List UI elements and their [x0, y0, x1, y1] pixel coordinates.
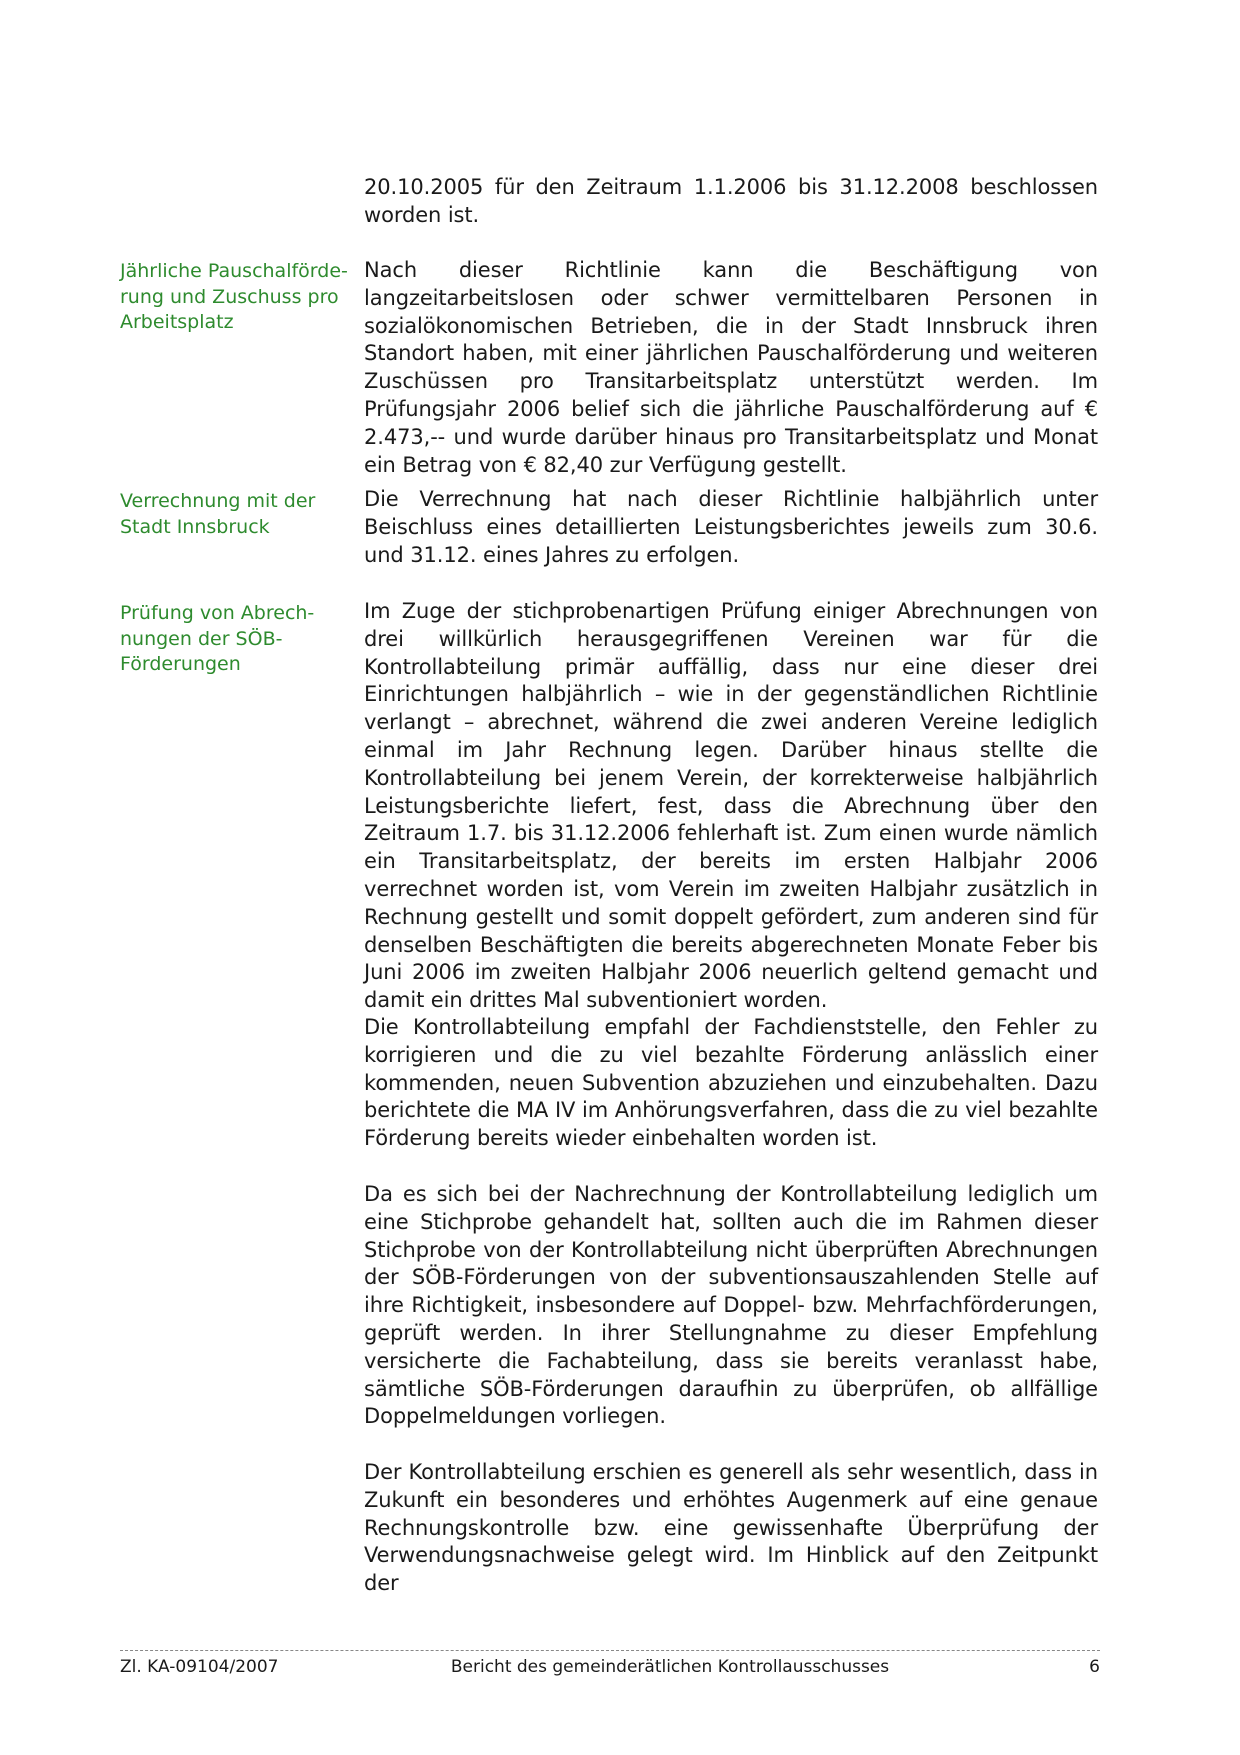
paragraph-verrechnung: Die Verrechnung hat nach dieser Richtlinie halbjährlich unter Beischluss eines detaillierten Leistungsberichtes jeweils zum 30.6. und 31.12. eines Jahres zu erfolgen. — [364, 487, 1098, 567]
footer-divider — [120, 1650, 1100, 1651]
paragraph-pauschalfoerderung: Nach dieser Richtlinie kann die Beschäftigung von langzeitarbeitslosen oder schwer vermittelbaren Personen in sozialökonomischen Betrieben, die in der Stadt Innsbruck ihren Standort haben, mit einer jährlichen Pauschalförderung und weiteren Zuschüssen pro Transitarbeitsplatz unterstützt werden. Im Prüfungsjahr 2006 belief sich die jährliche Pauschalförderung auf € 2.473,-- und wurde darüber hinaus pro Transitarbeitsplatz und Monat ein Betrag von € 82,40 zur Verfügung gestellt. — [364, 258, 1098, 477]
margin-note-verrechnung: Verrechnung mit der Stadt Innsbruck — [120, 490, 316, 538]
paragraph-stichprobe: Da es sich bei der Nachrechnung der Kontrollabteilung lediglich um eine Stichprobe gehandelt hat, sollten auch die im Rahmen dieser Stichprobe von der Kontrollabteilung nicht überprüften Abrechnungen der SÖB-Förderungen von der subventionsauszahlenden Stelle auf ihre Richtigkeit, insbesondere auf Doppel- bzw. Mehrfachförderungen, geprüft werden. In ihrer Stellungnahme zu dieser Empfehlung versicherte die Fachabteilung, dass sie bereits veranlasst habe, sämtliche SÖB-Förderungen daraufhin zu überprüfen, ob allfällige Doppelmeldungen vorliegen. — [364, 1182, 1098, 1429]
paragraph-augenmerk: Der Kontrollabteilung erschien es generell als sehr wesentlich, dass in Zukunft ein besonderes und erhöhtes Augenmerk auf eine genaue Rechnungskontrolle bzw. eine gewissenhafte Überprüfung der Verwendungsnachweise gelegt wird. Im Hinblick auf den Zeitpunkt der — [364, 1460, 1098, 1596]
page-number: 6 — [1089, 1657, 1100, 1677]
margin-note-pruefung: Prüfung von Abrech-nungen der SÖB-Förderungen — [120, 602, 315, 675]
margin-note-pauschalfoerderung: Jährliche Pauschalförde-rung und Zuschuss pro Arbeitsplatz — [120, 260, 348, 333]
paragraph-pruefung: Im Zuge der stichprobenartigen Prüfung einiger Abrechnungen von drei willkürlich herausgegriffenen Vereinen war für die Kontrollabteilung primär auffällig, dass nur eine dieser drei Einrichtungen halbjährlich – wie in der gegenständlichen Richtlinie verlangt – abrechnet, während die zwei anderen Vereine lediglich einmal im Jahr Rechnung legen. Darüber hinaus stellte die Kontrollabteilung bei jenem Verein, der korrekterweise halbjährlich Leistungsberichte liefert, fest, dass die Abrechnung über den Zeitraum 1.7. bis 31.12.2006 fehlerhaft ist. Zum einen wurde nämlich ein Transitarbeitsplatz, der bereits im ersten Halbjahr 2006 verrechnet worden ist, vom Verein im zweiten Halbjahr zusätzlich in Rechnung gestellt und somit doppelt gefördert, zum anderen sind für denselben Beschäftigten die bereits abgerechneten Monate Feber bis Juni 2006 im zweiten Halbjahr 2006 neuerlich geltend gemacht und damit ein drittes Mal subventioniert worden. — [364, 599, 1098, 1013]
footer-title: Bericht des gemeinderätlichen Kontrollausschusses — [450, 1657, 890, 1677]
paragraph-intro: 20.10.2005 für den Zeitraum 1.1.2006 bis 31.12.2008 beschlossen worden ist. — [364, 175, 1098, 227]
paragraph-empfehlung: Die Kontrollabteilung empfahl der Fachdienststelle, den Fehler zu korrigieren und die zu viel bezahlte Förderung anlässlich einer kommenden, neuen Subvention abzuziehen und einzubehalten. Dazu berichtete die MA IV im Anhörungsverfahren, dass die zu viel bezahlte Förderung bereits wieder einbehalten worden ist. — [364, 1015, 1098, 1151]
footer-reference: Zl. KA-09104/2007 — [120, 1657, 279, 1677]
